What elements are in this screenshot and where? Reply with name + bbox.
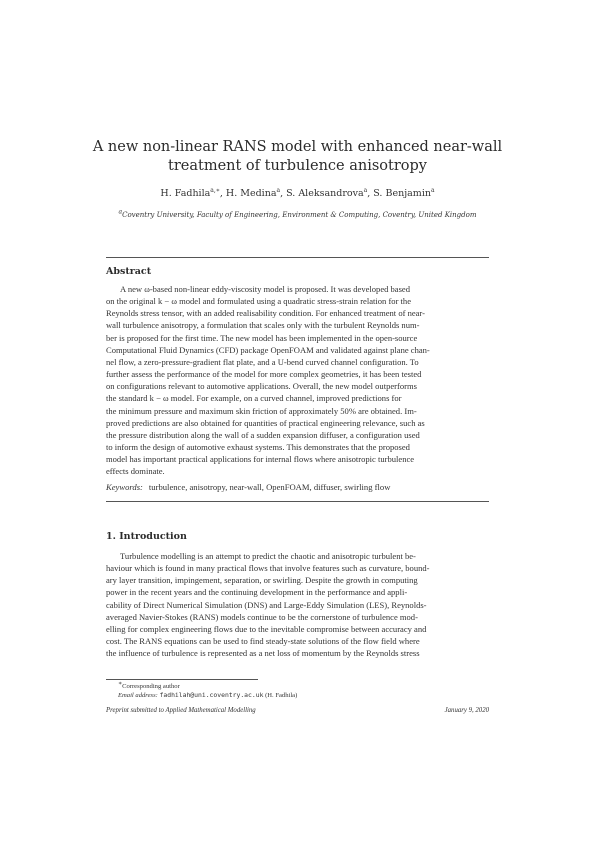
author-name: S. Aleksandrova — [286, 188, 364, 199]
abstract-top-rule — [106, 257, 489, 258]
abstract-line: A new ω-based non-linear eddy-viscosity model is proposed. It was developed based — [120, 284, 410, 294]
introduction-line: cability of Direct Numerical Simulation (DNS) and Large-Eddy Simulation (LES), Reynolds- — [106, 599, 427, 610]
title-line: A new non-linear RANS model with enhanced near-wall — [92, 139, 503, 155]
affiliation-text: Coventry University, Faculty of Engineering, Environment & Computing, Coventry, United Kingdom — [122, 211, 477, 219]
abstract-line: proved predictions are also obtained for quantities of practical engineering relevance, such as — [106, 417, 425, 428]
footnote-corresponding — [106, 682, 501, 691]
author-mark: a,∗ — [210, 186, 220, 194]
email-owner: (H. Fadhila) — [265, 692, 298, 699]
abstract-heading: Abstract — [106, 266, 152, 277]
introduction-line: elling for complex engineering flows due to the inevitable compromise between accuracy and — [106, 623, 427, 634]
author-mark: a — [276, 186, 281, 194]
abstract-line: Computational Fluid Dynamics (CFD) package OpenFOAM and validated against plane chan- — [106, 344, 430, 355]
author-name: S. Benjamin — [373, 188, 431, 199]
keywords-label: Keywords: — [106, 482, 143, 492]
abstract-line: on configurations relevant to automotive applications. Overall, the new model outperforms — [106, 381, 417, 392]
introduction-line: haviour which is found in many practical flows that involve features such as curvature, bound- — [106, 563, 430, 574]
author-name: H. Fadhila — [160, 188, 211, 199]
introduction-line: ary layer transition, impingement, separation, or swirling. Despite the growth in computing — [106, 575, 418, 586]
keywords — [106, 481, 489, 493]
footer-date: January 9, 2020 — [444, 707, 489, 714]
abstract-line: to inform the design of automotive exhaust systems. This demonstrates that the proposed — [106, 442, 410, 453]
abstract-line: ber is proposed for the first time. The new model has been implemented in the open-source — [106, 332, 418, 343]
abstract-line: the minimum pressure and maximum skin friction of approximately 50% are obtained. Im- — [106, 405, 417, 416]
footnote-rule — [106, 679, 258, 680]
author-mark: a — [363, 186, 368, 194]
abstract-line: further assess the performance of the model for more complex geometries, it has been tested — [106, 369, 422, 380]
affiliation — [60, 210, 535, 220]
footer-journal: Preprint submitted to Applied Mathematical Modelling — [106, 707, 256, 714]
email-address[interactable]: fadhilah@uni.coventry.ac.uk — [159, 691, 264, 699]
abstract-body — [106, 283, 489, 478]
author-list: H. Fadhila$^{a,∗}$, H. Medina$^a$, S. Aleksandrova$^a$, S. Benjamin$^a$ — [160, 186, 435, 199]
affiliation-mark: a — [118, 208, 123, 216]
introduction-line: power in the recent years and the continuing development in the performance and appli- — [106, 587, 408, 598]
introduction-line: averaged Navier-Stokes (RANS) models continue to be the cornerstone of turbulence mod- — [106, 611, 418, 622]
introduction-line: cost. The RANS equations can be used to find steady-state solutions of the flow field where — [106, 636, 420, 647]
footnote-mark: ∗ — [118, 680, 123, 687]
title-line: treatment of turbulence anisotropy — [168, 158, 427, 174]
abstract-line: on the original k − ω model and formulated using a quadratic stress-strain relation for the — [106, 296, 411, 307]
abstract-line: model has important practical applications for internal flows where anisotropic turbulence — [106, 454, 415, 465]
section-heading-introduction: 1. Introduction — [106, 531, 187, 542]
abstract-line: wall turbulence anisotropy, a formulation that scales only with the turbulent Reynolds num- — [106, 320, 420, 331]
author-mark: a — [430, 186, 435, 194]
abstract-bottom-rule — [106, 501, 489, 502]
introduction-line: the influence of turbulence is represented as a net loss of momentum by the Reynolds stress — [106, 648, 420, 659]
abstract-line: nel flow, a zero-pressure-gradient flat plate, and a U-bend curved channel configuration. To — [106, 356, 419, 367]
abstract-line: effects dominate. — [106, 466, 165, 477]
footnote-corresponding-text: Corresponding author — [122, 683, 180, 690]
introduction-line: Turbulence modelling is an attempt to predict the chaotic and anisotropic turbulent be- — [120, 551, 416, 561]
abstract-line: Reynolds stress tensor, with an added realisability condition. For enhanced treatment of near- — [106, 308, 425, 319]
author-name: H. Medina — [225, 188, 277, 199]
abstract-line: the standard k − ω model. For example, on a curved channel, improved predictions for — [106, 393, 402, 404]
keywords-text: turbulence, anisotropy, near-wall, OpenFOAM, diffuser, swirling flow — [148, 482, 391, 492]
introduction-body — [106, 550, 489, 659]
paper-title — [60, 138, 535, 176]
email-label: Email address: — [118, 692, 158, 699]
abstract-line: the pressure distribution along the wall of a sudden expansion diffuser, a configuration used — [106, 429, 420, 440]
footnote-email — [106, 691, 501, 700]
